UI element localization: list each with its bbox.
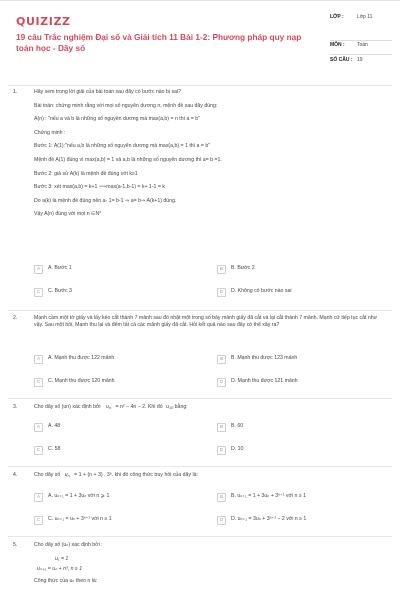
question-1: [13, 89, 385, 219]
recurrence-line: uₙ₊₁ = uₙ + n³, n ≥ 1: [37, 565, 83, 572]
question-text-post: . Khi đó: [145, 404, 163, 410]
option-text: A. Bước 1: [48, 265, 72, 272]
answer-option-d[interactable]: [217, 444, 387, 456]
option-letter-box: D: [217, 288, 226, 297]
question-2: [13, 315, 385, 330]
question-formula: = n² − 4n − 2: [115, 404, 146, 410]
sequence-term: $u_{10}$: [166, 404, 174, 410]
question-number: 1.: [13, 89, 18, 95]
document-meta: [330, 14, 392, 69]
answer-option-c[interactable]: [34, 376, 204, 388]
option-letter-box: B: [217, 355, 226, 364]
answer-option-b[interactable]: [217, 421, 387, 433]
option-text: C. 58: [48, 446, 61, 453]
option-text: A. 48: [48, 423, 61, 430]
option-letter-box: C: [34, 516, 43, 525]
document-title: 19 câu Trắc nghiệm Đại số và Giải tích 11 Bài 1-2: Phương pháp quy nạp toán học - Dãy số: [16, 32, 302, 53]
option-text: B. uₙ₊₁ = 1 + 3uₙ + 3ⁿ⁺¹ với n ≥ 1: [231, 493, 307, 500]
header-separator: [8, 85, 392, 86]
option-letter-box: B: [217, 423, 226, 432]
question-text-end: bằng:: [174, 404, 188, 410]
question-paragraph: Bước 1: A(1):"nếu a,b là những số nguyên dương mà max(a,b) = 1 thì a = b": [34, 143, 211, 150]
option-text: B. Bước 2: [231, 265, 255, 272]
answer-option-d[interactable]: [217, 514, 387, 526]
question-separator: [8, 536, 392, 537]
option-text: A. Mạnh thu được 122 mảnh: [48, 355, 115, 362]
sequence-term: $u_n$: [106, 404, 112, 410]
question-paragraph: Chứng minh :: [34, 129, 66, 136]
option-letter-box: D: [217, 378, 226, 387]
meta-divider: [330, 40, 392, 41]
answer-option-a[interactable]: [34, 421, 204, 433]
question-text: Hãy xem trong lời giải của bài toán sau đây có bước nào bị sai?: [34, 89, 181, 95]
option-text: A. uₙ₊₁ = 1 + 3uₙ với n ⩾ 1: [48, 493, 110, 500]
option-letter-box: B: [217, 493, 226, 502]
answer-option-d[interactable]: [217, 286, 387, 298]
answer-option-a[interactable]: [34, 263, 204, 275]
question-text-post: . khi đó công thức truy hồi của dãy là:: [111, 472, 198, 478]
option-letter-box: A: [34, 423, 43, 432]
option-letter-box: C: [34, 446, 43, 455]
meta-divider: [330, 54, 392, 55]
question-1-options: [13, 263, 385, 299]
answer-option-b[interactable]: [217, 491, 387, 503]
question-paragraph: Bước 3: xét max(a,b) = k+1 ⟹max(a-1,b-1) = k+ 1-1 = k: [34, 184, 165, 191]
option-letter-box: C: [34, 288, 43, 297]
option-letter-box: D: [217, 446, 226, 455]
question-number: 4.: [13, 472, 18, 478]
class-value: Lớp 11: [357, 14, 373, 20]
subject-value: Toán: [357, 42, 368, 48]
question-4: [13, 472, 385, 480]
answer-option-a[interactable]: [34, 353, 204, 365]
count-label: SỐ CÂU :: [330, 57, 353, 63]
recurrence-line: u₁ = 1: [55, 556, 69, 563]
option-text: C. Mạnh thu được 120 mảnh: [48, 378, 115, 385]
answer-option-c[interactable]: [34, 514, 204, 526]
question-text: Mạnh cầm một tờ giấy và lấy kéo cắt thành 7 mảnh sau đó nhặt một trong số bảy mảnh giấy đã cắt và lại cắt thành 7 mảnh. Mạnh cứ tiếp tục cắt như vậy. Sau một hồi, Mạnh thu lại và đếm tất cả các mảnh giấy đã cắt. Hỏi kết quả nào sau đây có thể xảy ra?: [34, 315, 378, 329]
option-text: C. uₙ₊₁ = uₙ + 3ⁿ⁺¹ với n ≥ 1: [48, 516, 112, 523]
question-paragraph: A(n) : "nếu a và b là những số nguyên dương mà max(a,b) = n thì a = b": [34, 116, 201, 123]
option-text: D. Không có bước nào sai: [231, 288, 292, 295]
question-number: 5.: [13, 542, 18, 548]
count-value: 19: [357, 57, 363, 63]
option-text: D. 10: [231, 446, 244, 453]
quizizz-logo: QUIZIZZ: [16, 15, 71, 28]
question-3: [13, 404, 385, 412]
question-paragraph: Vậy A(n) đúng với mọi n ∈N*: [34, 211, 102, 218]
question-paragraph: Mệnh đề A(1) đúng vì max(a,b) = 1 và a,b là những số nguyên dương thì a= b =1.: [34, 156, 222, 163]
option-text: B. 60: [231, 423, 244, 430]
question-separator: [8, 310, 392, 311]
sequence-term: $u_n$: [64, 472, 70, 478]
option-letter-box: A: [34, 493, 43, 502]
option-letter-box: D: [217, 516, 226, 525]
answer-option-b[interactable]: [217, 353, 387, 365]
question-text: Cho dãy số: [34, 472, 61, 478]
question-4-options: [13, 491, 385, 527]
question-number: 2.: [13, 315, 18, 321]
option-text: C. Bước 3: [48, 288, 72, 295]
subject-label: MÔN :: [330, 42, 345, 48]
question-formula: = 1 + (n + 3) . 3ⁿ: [74, 472, 112, 478]
question-number: 3.: [13, 404, 18, 410]
question-text: Cho dãy số (uₙ) xác định bởi :: [34, 542, 103, 548]
option-text: B. Mạnh thu được 123 mảnh: [231, 355, 298, 362]
question-paragraph: Do a(k) là mệnh đề đúng nên a- 1= b-1 ⇒ a= b⇒ A(k+1) đúng.: [34, 197, 177, 204]
option-letter-box: B: [217, 265, 226, 274]
class-label: LỚP :: [330, 14, 344, 20]
question-paragraph: Bài toán: chứng minh rằng với mọi số nguyên dương n, mệnh đề sau đây đúng:: [34, 102, 218, 109]
question-5: [13, 542, 385, 586]
answer-option-c[interactable]: [34, 286, 204, 298]
question-text: Cho dãy số (un) xác định bởi: [34, 404, 101, 410]
question-paragraph: Bước 2: giả sử A(k) là mệnh đề đúng với k≥1: [34, 170, 138, 177]
question-3-options: [13, 421, 385, 457]
answer-option-d[interactable]: [217, 376, 387, 388]
option-text: D. Mạnh thu được 121 mảnh: [231, 378, 298, 385]
question-text: Công thức của uₙ theo n là:: [34, 578, 98, 585]
option-letter-box: A: [34, 355, 43, 364]
option-letter-box: A: [34, 265, 43, 274]
answer-option-c[interactable]: [34, 444, 204, 456]
answer-option-a[interactable]: [34, 491, 204, 503]
answer-option-b[interactable]: [217, 263, 387, 275]
question-2-options: [13, 353, 385, 389]
option-text: D. uₙ₊₁ = 3uₙ + 3ⁿ⁺¹ − 2 với n ≥ 1: [231, 516, 307, 523]
question-separator: [8, 398, 392, 399]
option-letter-box: C: [34, 378, 43, 387]
question-separator: [8, 466, 392, 467]
